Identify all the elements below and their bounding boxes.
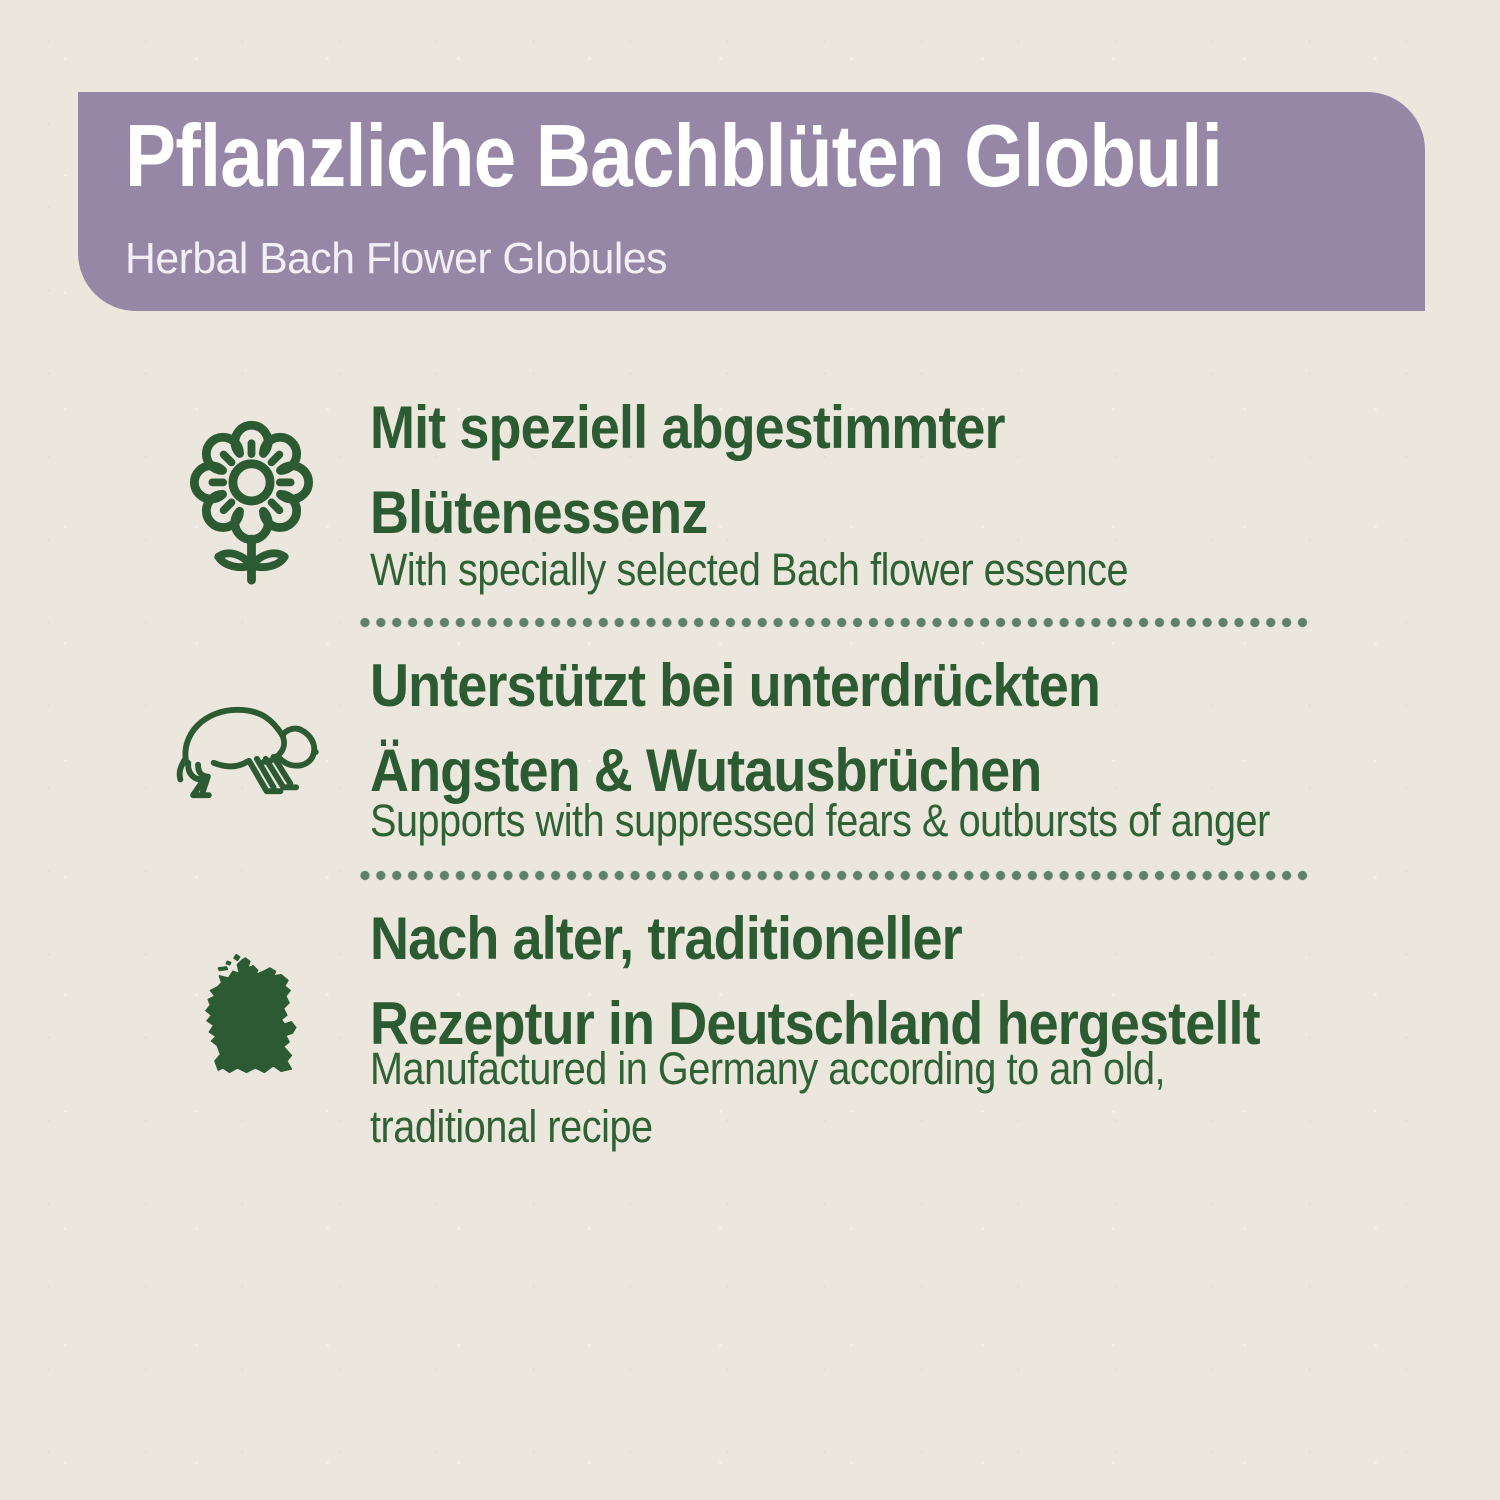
- subtext-line: Supports with suppressed fears & outbursts of anger: [370, 795, 1270, 846]
- section-1-heading: [370, 385, 1005, 555]
- section-2-heading: [370, 643, 1100, 813]
- heading-line: Ängsten & Wutausbrüchen: [370, 737, 1042, 804]
- cowering-dog-icon: [172, 700, 330, 803]
- section-2-subtext: [370, 792, 1270, 850]
- heading-line: Unterstützt bei unterdrückten: [370, 652, 1100, 719]
- dotted-divider: [357, 616, 1311, 629]
- header-banner: [78, 92, 1425, 311]
- heading-line: Rezeptur in Deutschland hergestellt: [370, 990, 1260, 1057]
- heading-line: Blütenessenz: [370, 479, 708, 546]
- subtext-line: Manufactured in Germany according to an old,: [370, 1043, 1166, 1094]
- subtext-line: With specially selected Bach flower essence: [370, 544, 1129, 595]
- heading-line: Mit speziell abgestimmter: [370, 394, 1005, 461]
- page-title: Pflanzliche Bachblüten Globuli: [125, 106, 1222, 205]
- flower-icon: [183, 412, 320, 586]
- germany-map-icon: [196, 950, 308, 1096]
- dotted-divider: [357, 869, 1311, 882]
- section-3-subtext: [370, 1040, 1165, 1156]
- heading-line: Nach alter, traditioneller: [370, 905, 962, 972]
- section-1-subtext: [370, 541, 1128, 599]
- page-subtitle: Herbal Bach Flower Globules: [125, 234, 668, 283]
- subtext-line: traditional recipe: [370, 1101, 653, 1152]
